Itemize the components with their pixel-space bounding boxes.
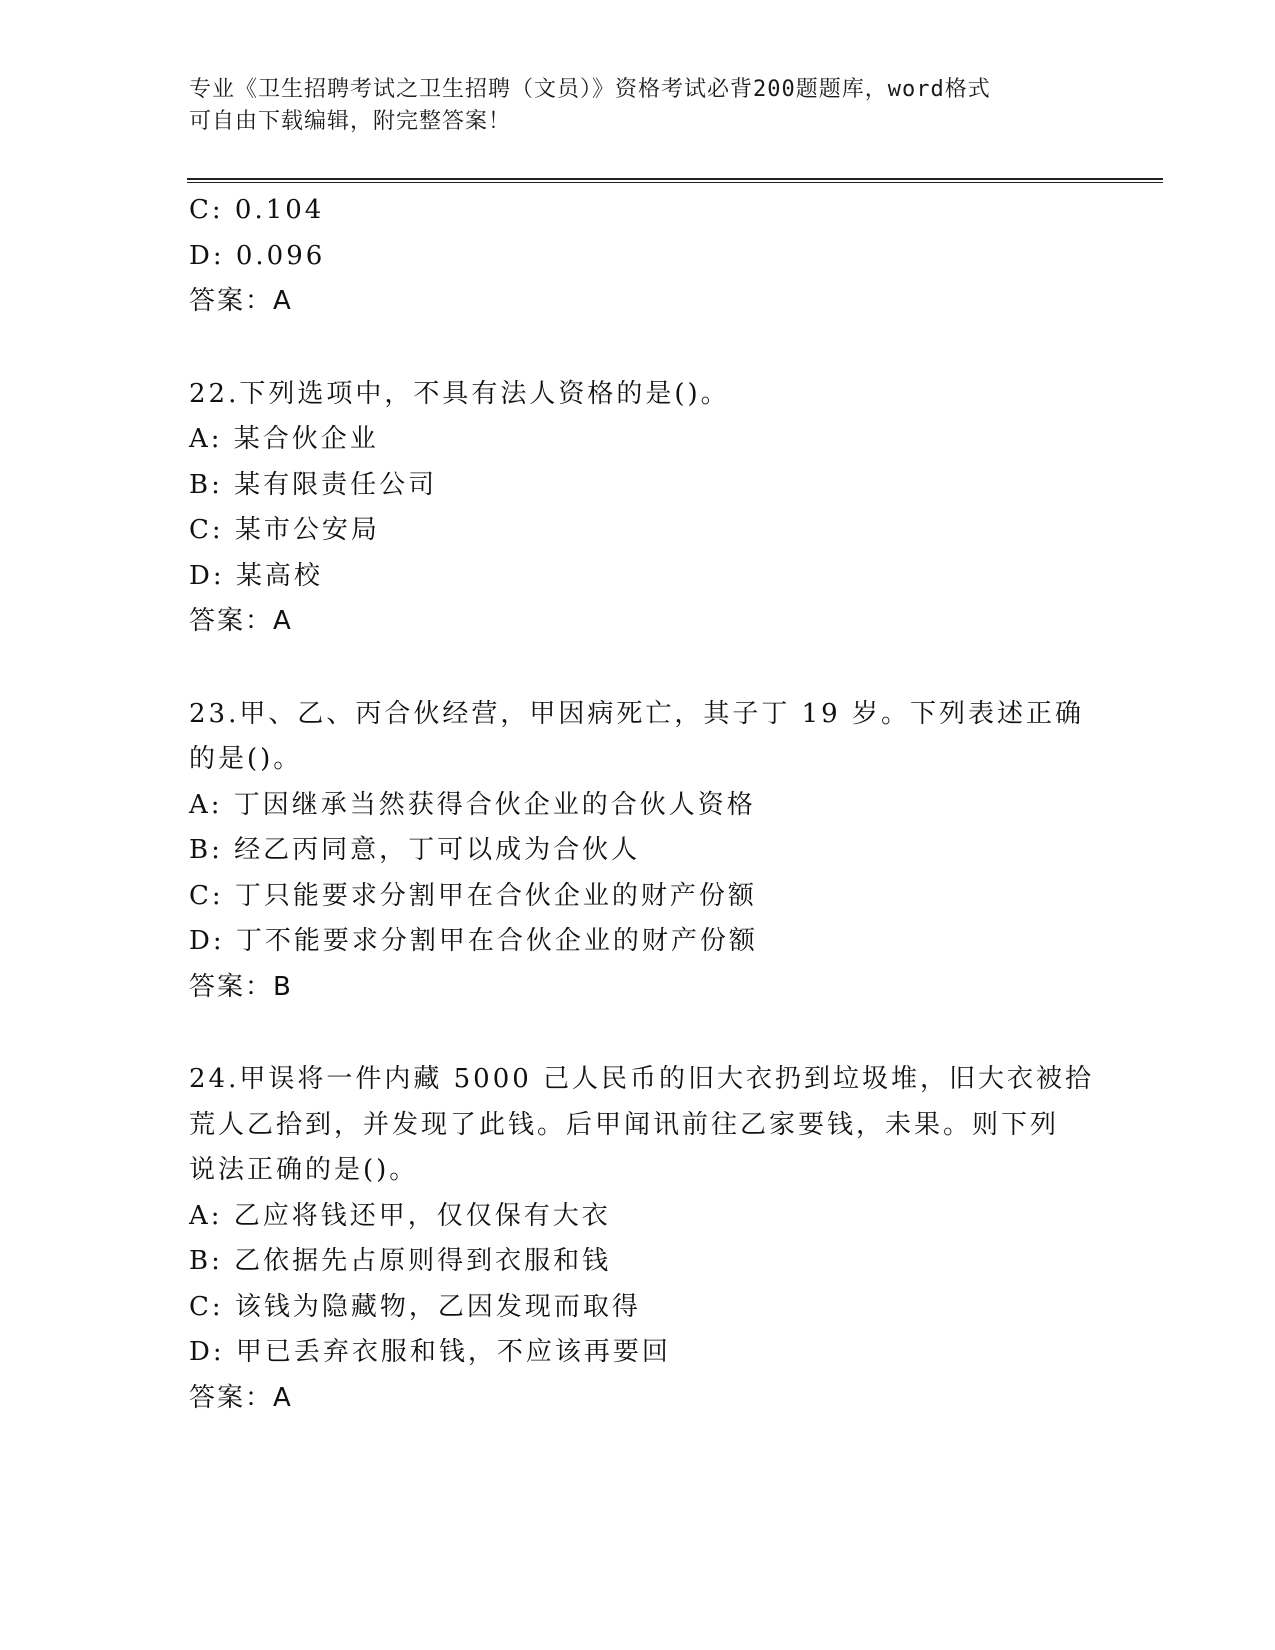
option-d: D: 甲已丢弃衣服和钱，不应该再要回 [189, 1337, 671, 1367]
answer-line: 答案：A [189, 606, 293, 636]
option-a: A: 某合伙企业 [189, 424, 379, 454]
option-b: B: 乙依据先占原则得到衣服和钱 [189, 1246, 612, 1276]
question-24 [189, 1057, 1095, 1421]
question-stem-line-1: 23.甲、乙、丙合伙经营，甲因病死亡，其子丁 19 岁。下列表述正确 [189, 698, 1084, 729]
question-stem-line-3: 说法正确的是()。 [189, 1155, 419, 1185]
question-22 [189, 372, 1079, 645]
option-b: B: 经乙丙同意，丁可以成为合伙人 [189, 835, 641, 865]
answer-line: 答案：A [189, 286, 293, 316]
option-d: D: 某高校 [189, 560, 323, 591]
option-c: C: 0.104 [189, 195, 325, 225]
header-title-line-2: 可自由下载编辑，附完整答案！ [189, 109, 512, 134]
question-spacer [189, 645, 1079, 692]
answer-line: 答案：A [189, 1382, 293, 1413]
option-c: C: 某市公安局 [189, 515, 380, 545]
document-body [189, 188, 1095, 1421]
option-c: C: 该钱为隐藏物，乙因发现而取得 [189, 1291, 641, 1322]
header-divider [187, 178, 1163, 183]
question-stem-line-1: 24.甲误将一件内藏 5000 己人民币的旧大衣扔到垃圾堆，旧大衣被拾 [189, 1064, 1095, 1094]
answer-line: 答案：B [189, 971, 293, 1002]
question-stem-line-2: 的是()。 [189, 744, 303, 774]
question-stem: 22.下列选项中，不具有法人资格的是()。 [189, 378, 730, 409]
option-d: D: 丁不能要求分割甲在合伙企业的财产份额 [189, 926, 758, 956]
question-23 [189, 692, 1084, 1011]
option-c: C: 丁只能要求分割甲在合伙企业的财产份额 [189, 880, 757, 911]
question-spacer [189, 325, 1079, 372]
option-b: B: 某有限责任公司 [189, 469, 438, 500]
option-d: D: 0.096 [189, 240, 326, 271]
question-stem-line-2: 荒人乙拾到，并发现了此钱。后甲闻讯前往乙家要钱，未果。则下列 [189, 1109, 1060, 1140]
option-a: A: 乙应将钱还甲，仅仅保有大衣 [189, 1200, 611, 1231]
document-header [189, 74, 1089, 138]
question-spacer [189, 1010, 1079, 1057]
previous-question-tail [189, 188, 1079, 325]
header-title-line-1: 专业《卫生招聘考试之卫生招聘（文员）》资格考试必背200题题库，word格式 [189, 77, 991, 102]
option-a: A: 丁因继承当然获得合伙企业的合伙人资格 [189, 789, 756, 820]
